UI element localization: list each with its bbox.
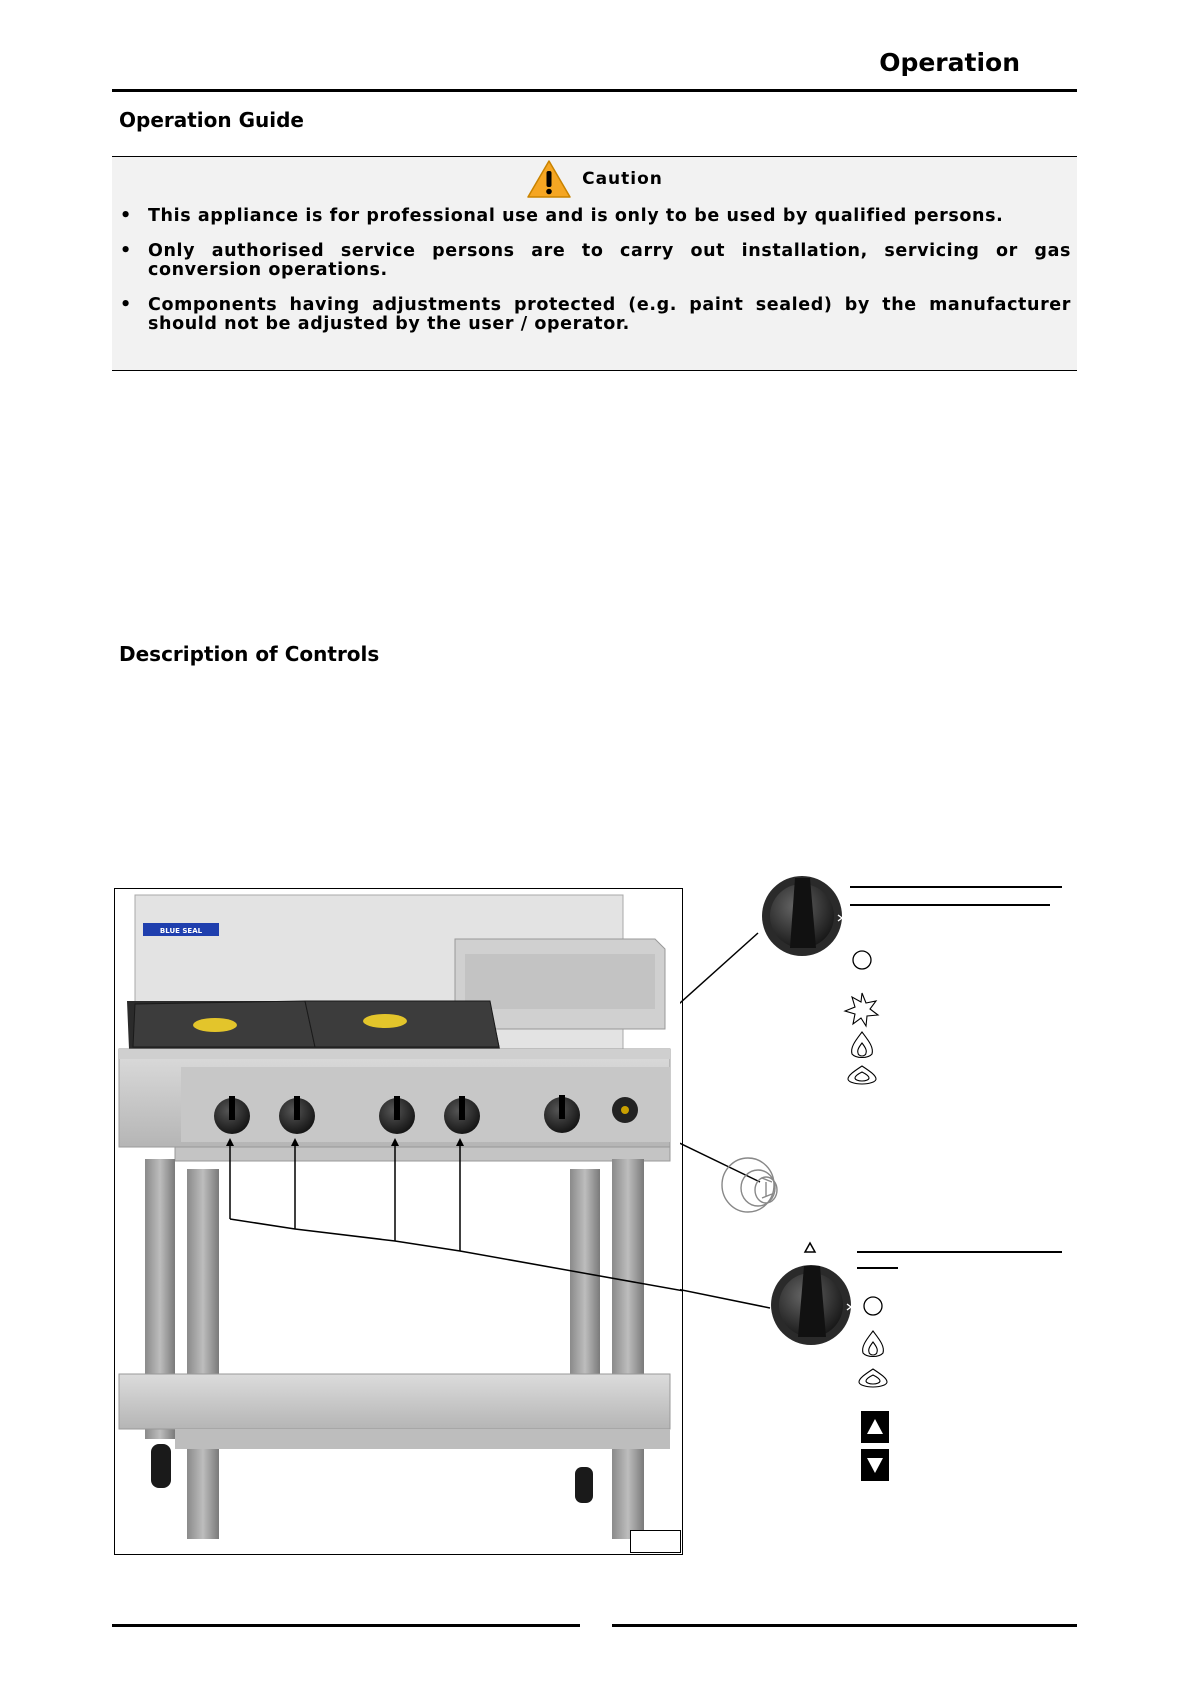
caution-header — [112, 159, 1077, 199]
caution-list — [120, 207, 1071, 350]
controls-legend — [680, 860, 1080, 1500]
warning-triangle-icon — [526, 159, 572, 199]
footer-rule-left — [112, 1624, 580, 1627]
top-control-knob — [762, 876, 842, 956]
high-flame-icon — [852, 1032, 873, 1058]
arrow-down-icon — [861, 1449, 889, 1481]
high-flame-icon — [863, 1331, 884, 1357]
footer-rule-right — [612, 1624, 1077, 1627]
section-title-operation-guide: Operation Guide — [119, 108, 304, 132]
page-heading: Operation — [879, 48, 1020, 77]
cooktop-illustration — [115, 889, 683, 1555]
piezo-igniter — [612, 1097, 638, 1123]
brand-badge-label: BLUE SEAL — [159, 927, 203, 935]
figure-tag — [630, 1530, 681, 1553]
piezo-igniter-illustration — [722, 1158, 777, 1212]
appliance-figure — [114, 888, 683, 1555]
bottom-control-knob — [771, 1265, 851, 1345]
caution-label: Caution — [582, 169, 663, 189]
off-circle-icon — [864, 1297, 882, 1315]
low-flame-icon — [848, 1066, 876, 1084]
caution-item: • Components having adjustments protected (e.g. paint sealed) by the manufacturer should not be adjusted by the user / operator. — [120, 296, 1071, 334]
low-flame-icon — [859, 1369, 887, 1387]
header-rule — [112, 89, 1077, 92]
ignition-star-icon — [845, 993, 878, 1026]
section-title-description-of-controls: Description of Controls — [119, 642, 380, 666]
caution-item: • Only authorised service persons are to carry out installation, servicing or gas conversion operations. — [120, 242, 1071, 280]
caution-box — [112, 156, 1077, 371]
off-circle-icon — [853, 951, 871, 969]
arrow-up-icon — [861, 1411, 889, 1443]
pilot-triangle-icon — [805, 1243, 815, 1252]
caution-item: • This appliance is for professional use and is only to be used by qualified persons. — [120, 207, 1071, 226]
